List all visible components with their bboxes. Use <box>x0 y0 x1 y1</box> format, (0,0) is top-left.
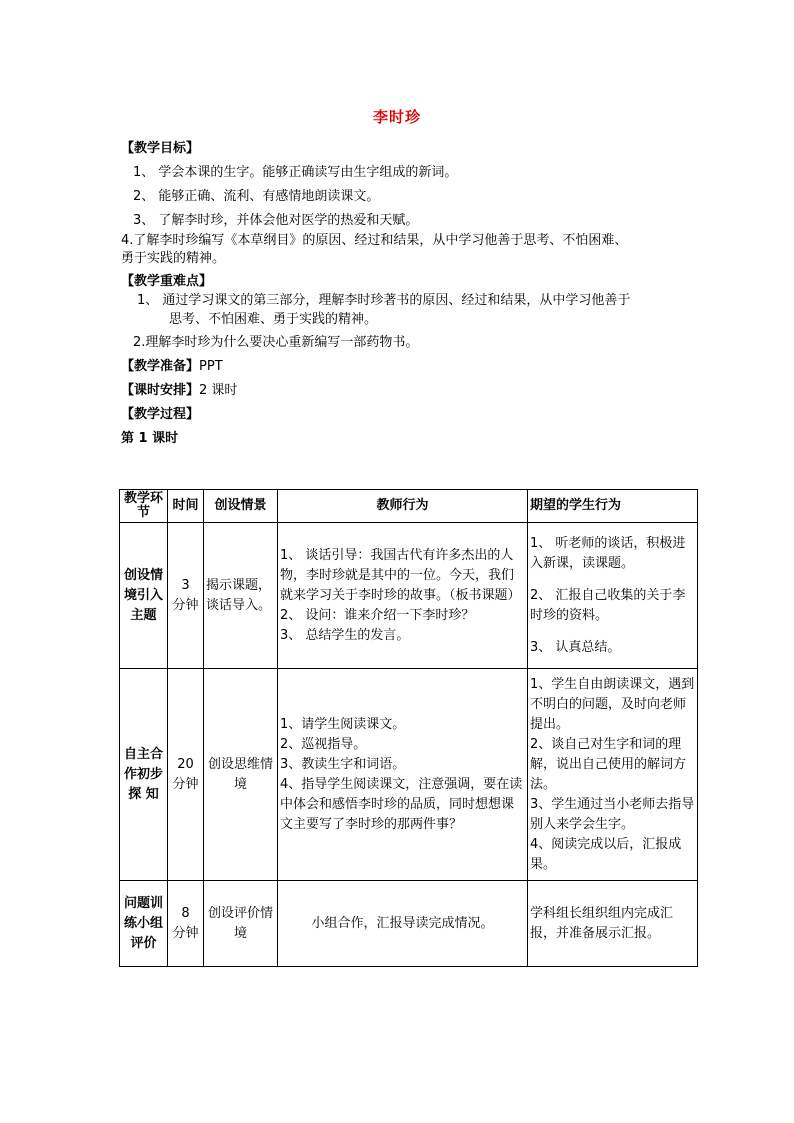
student-cell <box>528 523 698 669</box>
key-point-1-line2: 思考、不怕困难、勇于实践的精神。 <box>169 312 378 327</box>
time-number: 20 <box>177 756 194 772</box>
schedule-line <box>121 382 237 400</box>
scene-cell: 创设评价情境 <box>204 881 278 967</box>
time-unit: 分钟 <box>172 925 199 941</box>
student-cell: 学科组长组织组内完成汇报，并准备展示汇报。 <box>528 881 698 967</box>
student-cell <box>528 669 698 881</box>
scene-cell: 揭示课题，谈话导入。 <box>204 523 278 669</box>
time-unit: 分钟 <box>172 597 199 613</box>
table-header-row <box>120 490 698 523</box>
teacher-item: 2、巡视指导。 <box>280 736 367 752</box>
goal-item-1: 1、 学会本课的生字。能够正确读写由生字组成的新词。 <box>133 165 458 180</box>
schedule-heading: 【课时安排】 <box>121 383 200 398</box>
key-point-1-line1: 1、 通过学习课文的第三部分，理解李时珍著书的原因、经过和结果，从中学习他善于 <box>137 293 631 308</box>
lesson-plan-table <box>119 489 698 967</box>
goal-item-2: 2、 能够正确、流利、有感情地朗读课文。 <box>133 189 380 204</box>
student-item: 1、 听老师的谈话，积极进入新课，读课题。 <box>530 535 686 571</box>
teacher-cell: 小组合作，汇报导读完成情况。 <box>278 881 528 967</box>
time-cell <box>168 669 204 881</box>
teacher-cell <box>278 523 528 669</box>
table-row <box>120 881 698 967</box>
goal-item-4-line2: 勇于实践的精神。 <box>121 251 226 266</box>
teacher-item: 2、 设问：谁来介绍一下李时珍？ <box>280 607 475 623</box>
schedule-value: 2 课时 <box>199 383 238 398</box>
preparation-heading: 【教学准备】 <box>121 359 200 374</box>
goal-item-3: 3、 了解李时珍，并体会他对医学的热爱和天赋。 <box>133 213 419 228</box>
stage-cell: 问题训练小组评价 <box>120 881 168 967</box>
time-number: 3 <box>181 577 190 593</box>
document-title: 李时珍 <box>372 108 421 126</box>
teacher-item: 1、 谈话引导：我国古代有许多杰出的人物，李时珍就是其中的一位。今天，我们就来学习关于李时珍的故事。（板书课题） <box>280 547 521 603</box>
student-item: 2、谈自己对生字和词的理解，说出自己使用的解词方法。 <box>530 736 687 792</box>
scene-cell: 创设思维情境 <box>204 669 278 881</box>
time-cell <box>168 523 204 669</box>
goals-heading: 【教学目标】 <box>121 141 200 156</box>
key-points-heading: 【教学重难点】 <box>121 274 213 289</box>
teacher-item: 1、请学生阅读课文。 <box>280 716 406 732</box>
preparation-value: PPT <box>199 359 223 374</box>
time-number: 8 <box>181 905 190 921</box>
header-time: 时间 <box>168 490 204 523</box>
preparation-line <box>121 358 223 376</box>
student-item: 2、 汇报自己收集的关于李时珍的资料。 <box>530 587 686 623</box>
header-teacher: 教师行为 <box>278 490 528 523</box>
student-item: 3、学生通过当小老师去指导别人来学会生字。 <box>530 796 695 832</box>
student-item: 3、 认真总结。 <box>530 639 621 655</box>
header-scene: 创设情景 <box>204 490 278 523</box>
time-unit: 分钟 <box>172 776 199 792</box>
goal-item-4-line1: 4.了解李时珍编写《本草纲目》的原因、经过和结果，从中学习他善于思考、不怕困难、 <box>121 233 628 248</box>
table-row <box>120 523 698 669</box>
teacher-item: 4、指导学生阅读课文，注意强调，要在读中体会和感悟李时珍的品质，同时想想课文主要写了李时珍的那两件事？ <box>280 776 523 832</box>
teacher-cell <box>278 669 528 881</box>
student-item: 1、学生自由朗读课文，遇到不明白的问题，及时向老师提出。 <box>530 676 695 732</box>
student-item: 4、阅读完成以后，汇报成果。 <box>530 836 682 872</box>
stage-cell: 创设情境引入主题 <box>120 523 168 669</box>
header-student: 期望的学生行为 <box>528 490 698 523</box>
key-point-2: 2.理解李时珍为什么要决心重新编写一部药物书。 <box>133 335 419 350</box>
teacher-item: 3、教读生字和词语。 <box>280 756 406 772</box>
time-cell <box>168 881 204 967</box>
teacher-item: 3、 总结学生的发言。 <box>280 627 410 643</box>
table-row <box>120 669 698 881</box>
lesson-label: 第 1 课时 <box>121 431 179 446</box>
process-heading: 【教学过程】 <box>121 407 200 422</box>
stage-cell: 自主合作初步探 知 <box>120 669 168 881</box>
header-stage: 教学环节 <box>120 490 168 523</box>
